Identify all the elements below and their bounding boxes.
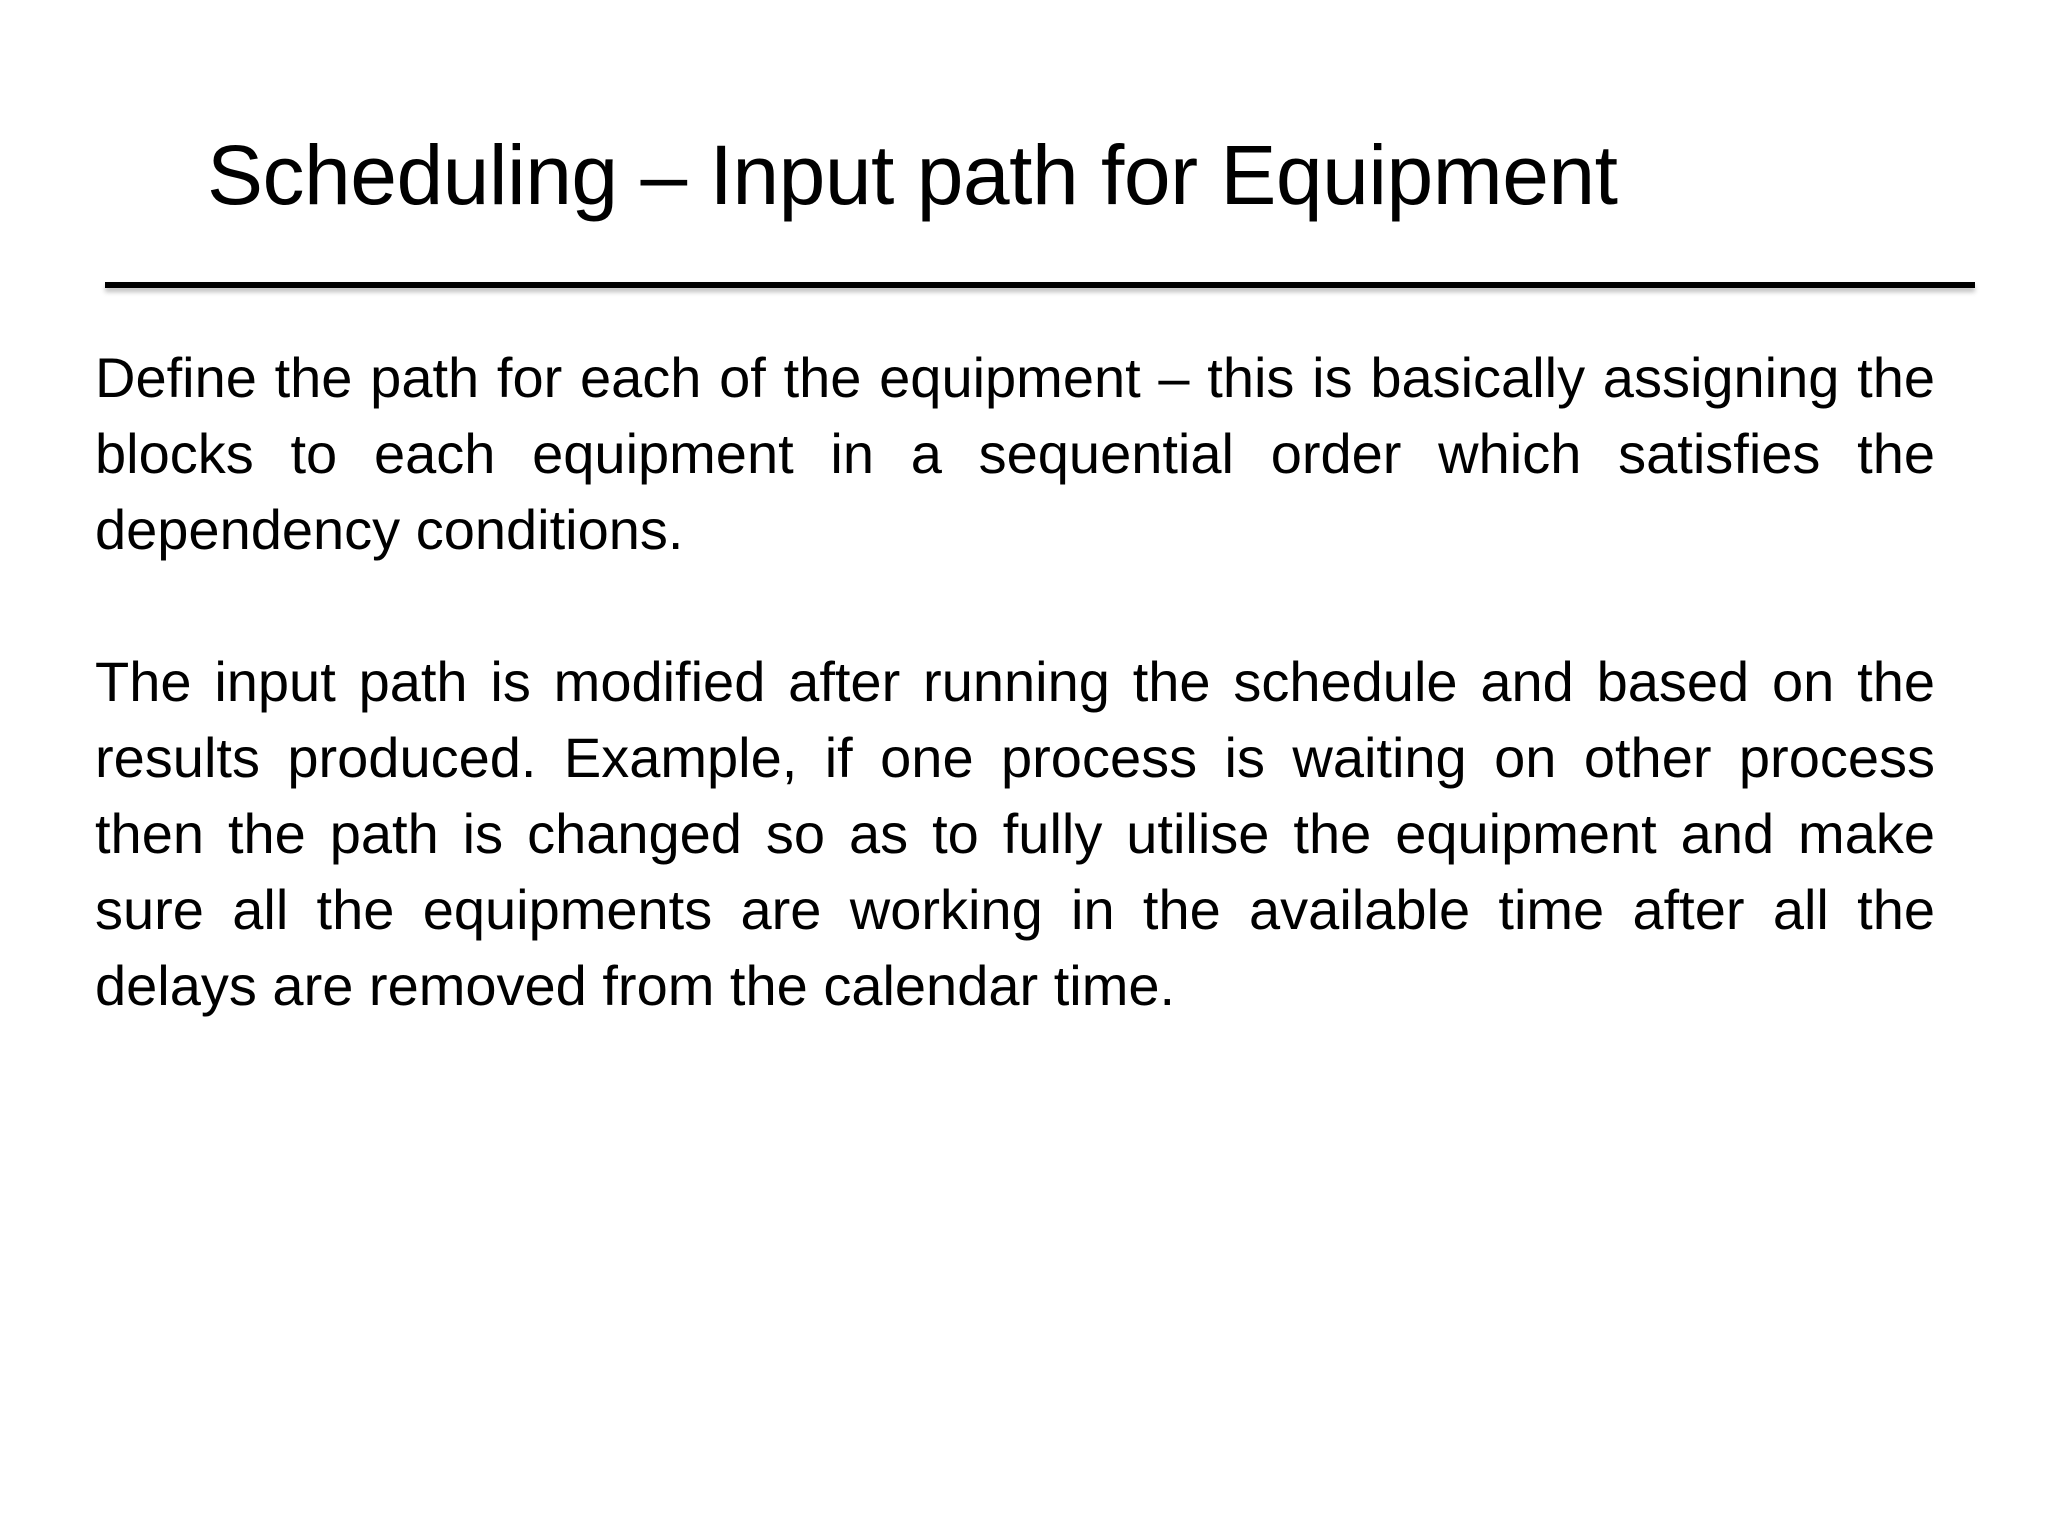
slide-title: Scheduling – Input path for Equipment	[207, 128, 1618, 222]
title-divider	[105, 282, 1975, 288]
body-paragraph-1: Define the path for each of the equipment – this is basically assigning the blocks to each equipment in a sequential order which satisfies the dependency conditions.	[95, 346, 1935, 561]
body-paragraph-2: The input path is modified after running the schedule and based on the results produced. Example, if one process is waiting on other process then the path is changed so as to fully utilise the equipment and make sure all the equipments are working in the available time after all the delays are removed from the calendar time.	[95, 650, 1935, 1017]
